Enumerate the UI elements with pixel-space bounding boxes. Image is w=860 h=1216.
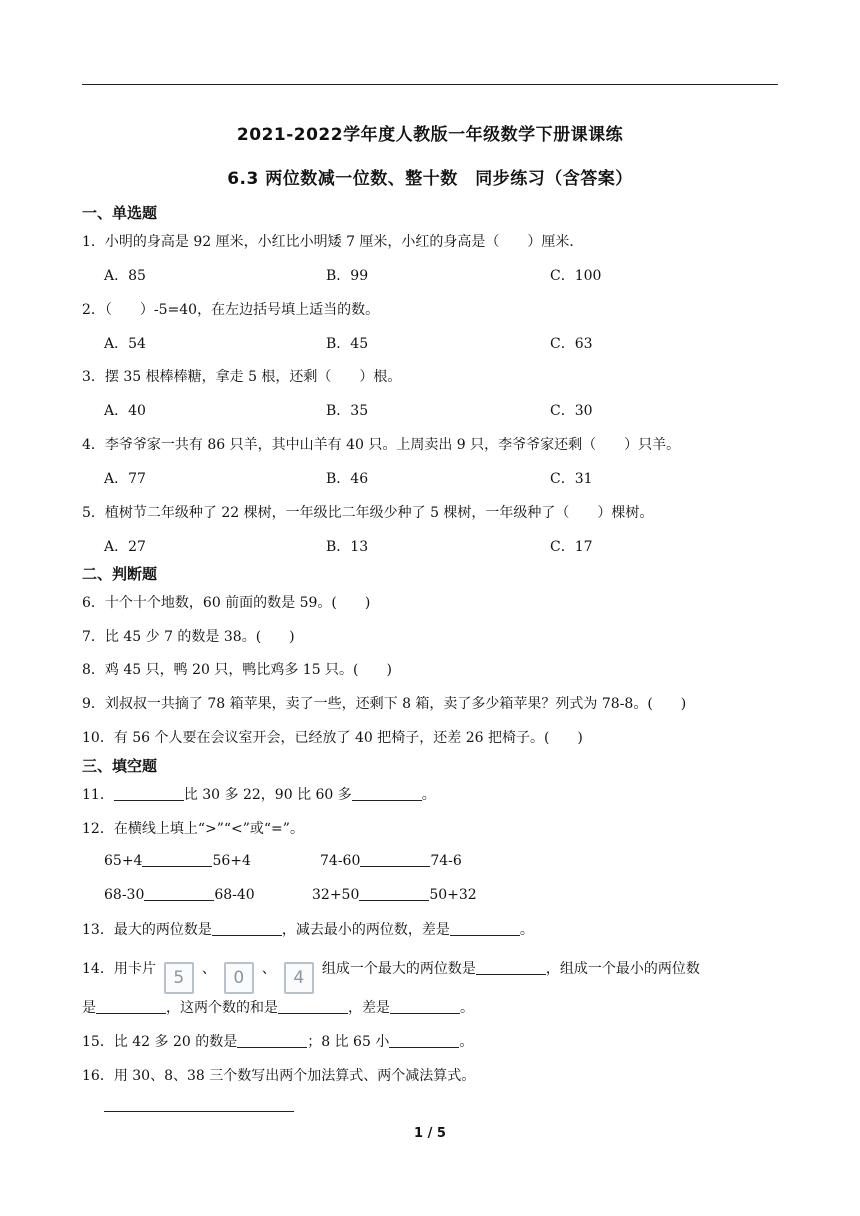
expr-right: 68-40 (214, 887, 255, 903)
number-card-4: 4 (284, 962, 314, 994)
answer-blank (278, 999, 348, 1014)
q3-option-c: C．30 (550, 403, 593, 419)
section-heading-judge: 二、判断题 (82, 565, 158, 583)
q11-text: 比 30 多 22，90 比 60 多 (183, 787, 352, 803)
expr-left: 32+50 (312, 887, 360, 903)
q1-option-c: C．100 (550, 268, 602, 284)
question-14-continued (82, 997, 474, 1017)
q5-option-a: A．27 (104, 539, 146, 555)
q4-option-a: A．77 (104, 471, 146, 487)
answer-blank (359, 886, 429, 901)
q5-option-c: C．17 (550, 539, 593, 555)
question-14 (82, 958, 700, 994)
q14-text-b: 组成一个最大的两位数是 (321, 961, 476, 977)
q13-text-a: 13．最大的两位数是 (82, 922, 212, 938)
question-13 (82, 919, 534, 939)
question-12: 12．在横线上填上“>”“<”或“=”。 (82, 821, 304, 837)
question-15 (82, 1031, 473, 1051)
question-11 (82, 784, 436, 804)
q5-option-b: B．13 (326, 539, 369, 555)
expr-right: 74-6 (430, 853, 462, 869)
section-heading-fill: 三、填空题 (82, 757, 158, 775)
q1-option-b: B．99 (326, 268, 369, 284)
header-rule (82, 84, 778, 85)
answer-blank (96, 999, 166, 1014)
answer-line (104, 1111, 294, 1112)
document-subtitle: 6.3 两位数减一位数、整十数 同步练习（含答案） (227, 169, 633, 189)
q3-option-a: A．40 (104, 403, 146, 419)
answer-blank (352, 786, 422, 801)
answer-blank (144, 886, 214, 901)
page-number: 1 / 5 (414, 1126, 446, 1141)
expr-left: 68-30 (104, 887, 145, 903)
question-5: 5．植树节二年级种了 22 棵树，一年级比二年级少种了 5 棵树，一年级种了（ ）棵树。 (82, 505, 654, 521)
answer-blank (142, 852, 212, 867)
q3-option-b: B．35 (326, 403, 369, 419)
q14-end: 。 (460, 1000, 474, 1016)
q14-text-f: ，差是 (348, 1000, 390, 1016)
answer-blank (114, 786, 184, 801)
question-1: 1．小明的身高是 92 厘米，小红比小明矮 7 厘米，小红的身高是（ ）厘米． (82, 234, 584, 250)
document-title: 2021-2022学年度人教版一年级数学下册课课练 (236, 125, 624, 145)
answer-blank (237, 1033, 307, 1048)
question-16: 16．用 30、8、38 三个数写出两个加法算式、两个减法算式。 (82, 1068, 476, 1084)
q11-end: 。 (421, 787, 436, 803)
section-heading-single-choice: 一、单选题 (82, 204, 158, 222)
q1-option-a: A．85 (104, 268, 146, 284)
question-2: 2．（ ）-5=40，在左边括号填上适当的数。 (82, 302, 380, 318)
question-6: 6．十个十个地数，60 前面的数是 59。( ) (82, 595, 371, 611)
expr-left: 65+4 (104, 853, 143, 869)
q13-text-b: ，减去最小的两位数，差是 (281, 922, 450, 938)
separator: 、 (261, 961, 276, 977)
q14-text-e: ，这两个数的和是 (166, 1000, 278, 1016)
answer-blank (450, 921, 520, 936)
number-card-0: 0 (224, 962, 254, 994)
question-7: 7．比 45 少 7 的数是 38。( ) (82, 629, 295, 645)
q15-text-b: ；8 比 65 小 (307, 1034, 390, 1050)
q14-text-d: 是 (82, 1000, 96, 1016)
q2-option-c: C．63 (550, 336, 593, 352)
answer-blank (389, 1033, 459, 1048)
answer-blank (390, 999, 460, 1014)
q14-text-c: ，组成一个最小的两位数 (545, 961, 700, 977)
expr-right: 50+32 (429, 887, 477, 903)
question-8: 8．鸡 45 只，鸭 20 只，鸭比鸡多 15 只。( ) (82, 662, 392, 678)
q4-option-b: B．46 (326, 471, 369, 487)
q14-text-a: 14．用卡片 (82, 961, 156, 977)
answer-blank (360, 852, 430, 867)
q12-compare-3 (104, 886, 255, 903)
expr-right: 56+4 (212, 853, 251, 869)
answer-blank (212, 921, 282, 936)
separator: 、 (201, 961, 216, 977)
question-10: 10．有 56 个人要在会议室开会，已经放了 40 把椅子，还差 26 把椅子。( ) (82, 730, 583, 746)
q13-end: 。 (519, 922, 534, 938)
answer-blank (476, 960, 546, 975)
q15-end: 。 (459, 1034, 474, 1050)
q15-text-a: 15．比 42 多 20 的数是 (82, 1034, 238, 1050)
q2-option-a: A．54 (104, 336, 146, 352)
q11-number: 11． (82, 787, 114, 803)
q12-compare-1 (104, 852, 251, 869)
question-3: 3．摆 35 根棒棒糖，拿走 5 根，还剩（ ）根。 (82, 369, 402, 385)
q12-compare-4 (312, 886, 477, 903)
question-9: 9．刘叔叔一共摘了 78 箱苹果，卖了一些，还剩下 8 箱，卖了多少箱苹果？列式为 78-8。( ) (82, 696, 687, 712)
expr-left: 74-60 (320, 853, 361, 869)
number-card-5: 5 (164, 962, 194, 994)
question-4: 4．李爷爷家一共有 86 只羊，其中山羊有 40 只。上周卖出 9 只，李爷爷家还剩（ ）只羊。 (82, 437, 681, 453)
q4-option-c: C．31 (550, 471, 593, 487)
q12-compare-2 (320, 852, 462, 869)
q2-option-b: B．45 (326, 336, 369, 352)
